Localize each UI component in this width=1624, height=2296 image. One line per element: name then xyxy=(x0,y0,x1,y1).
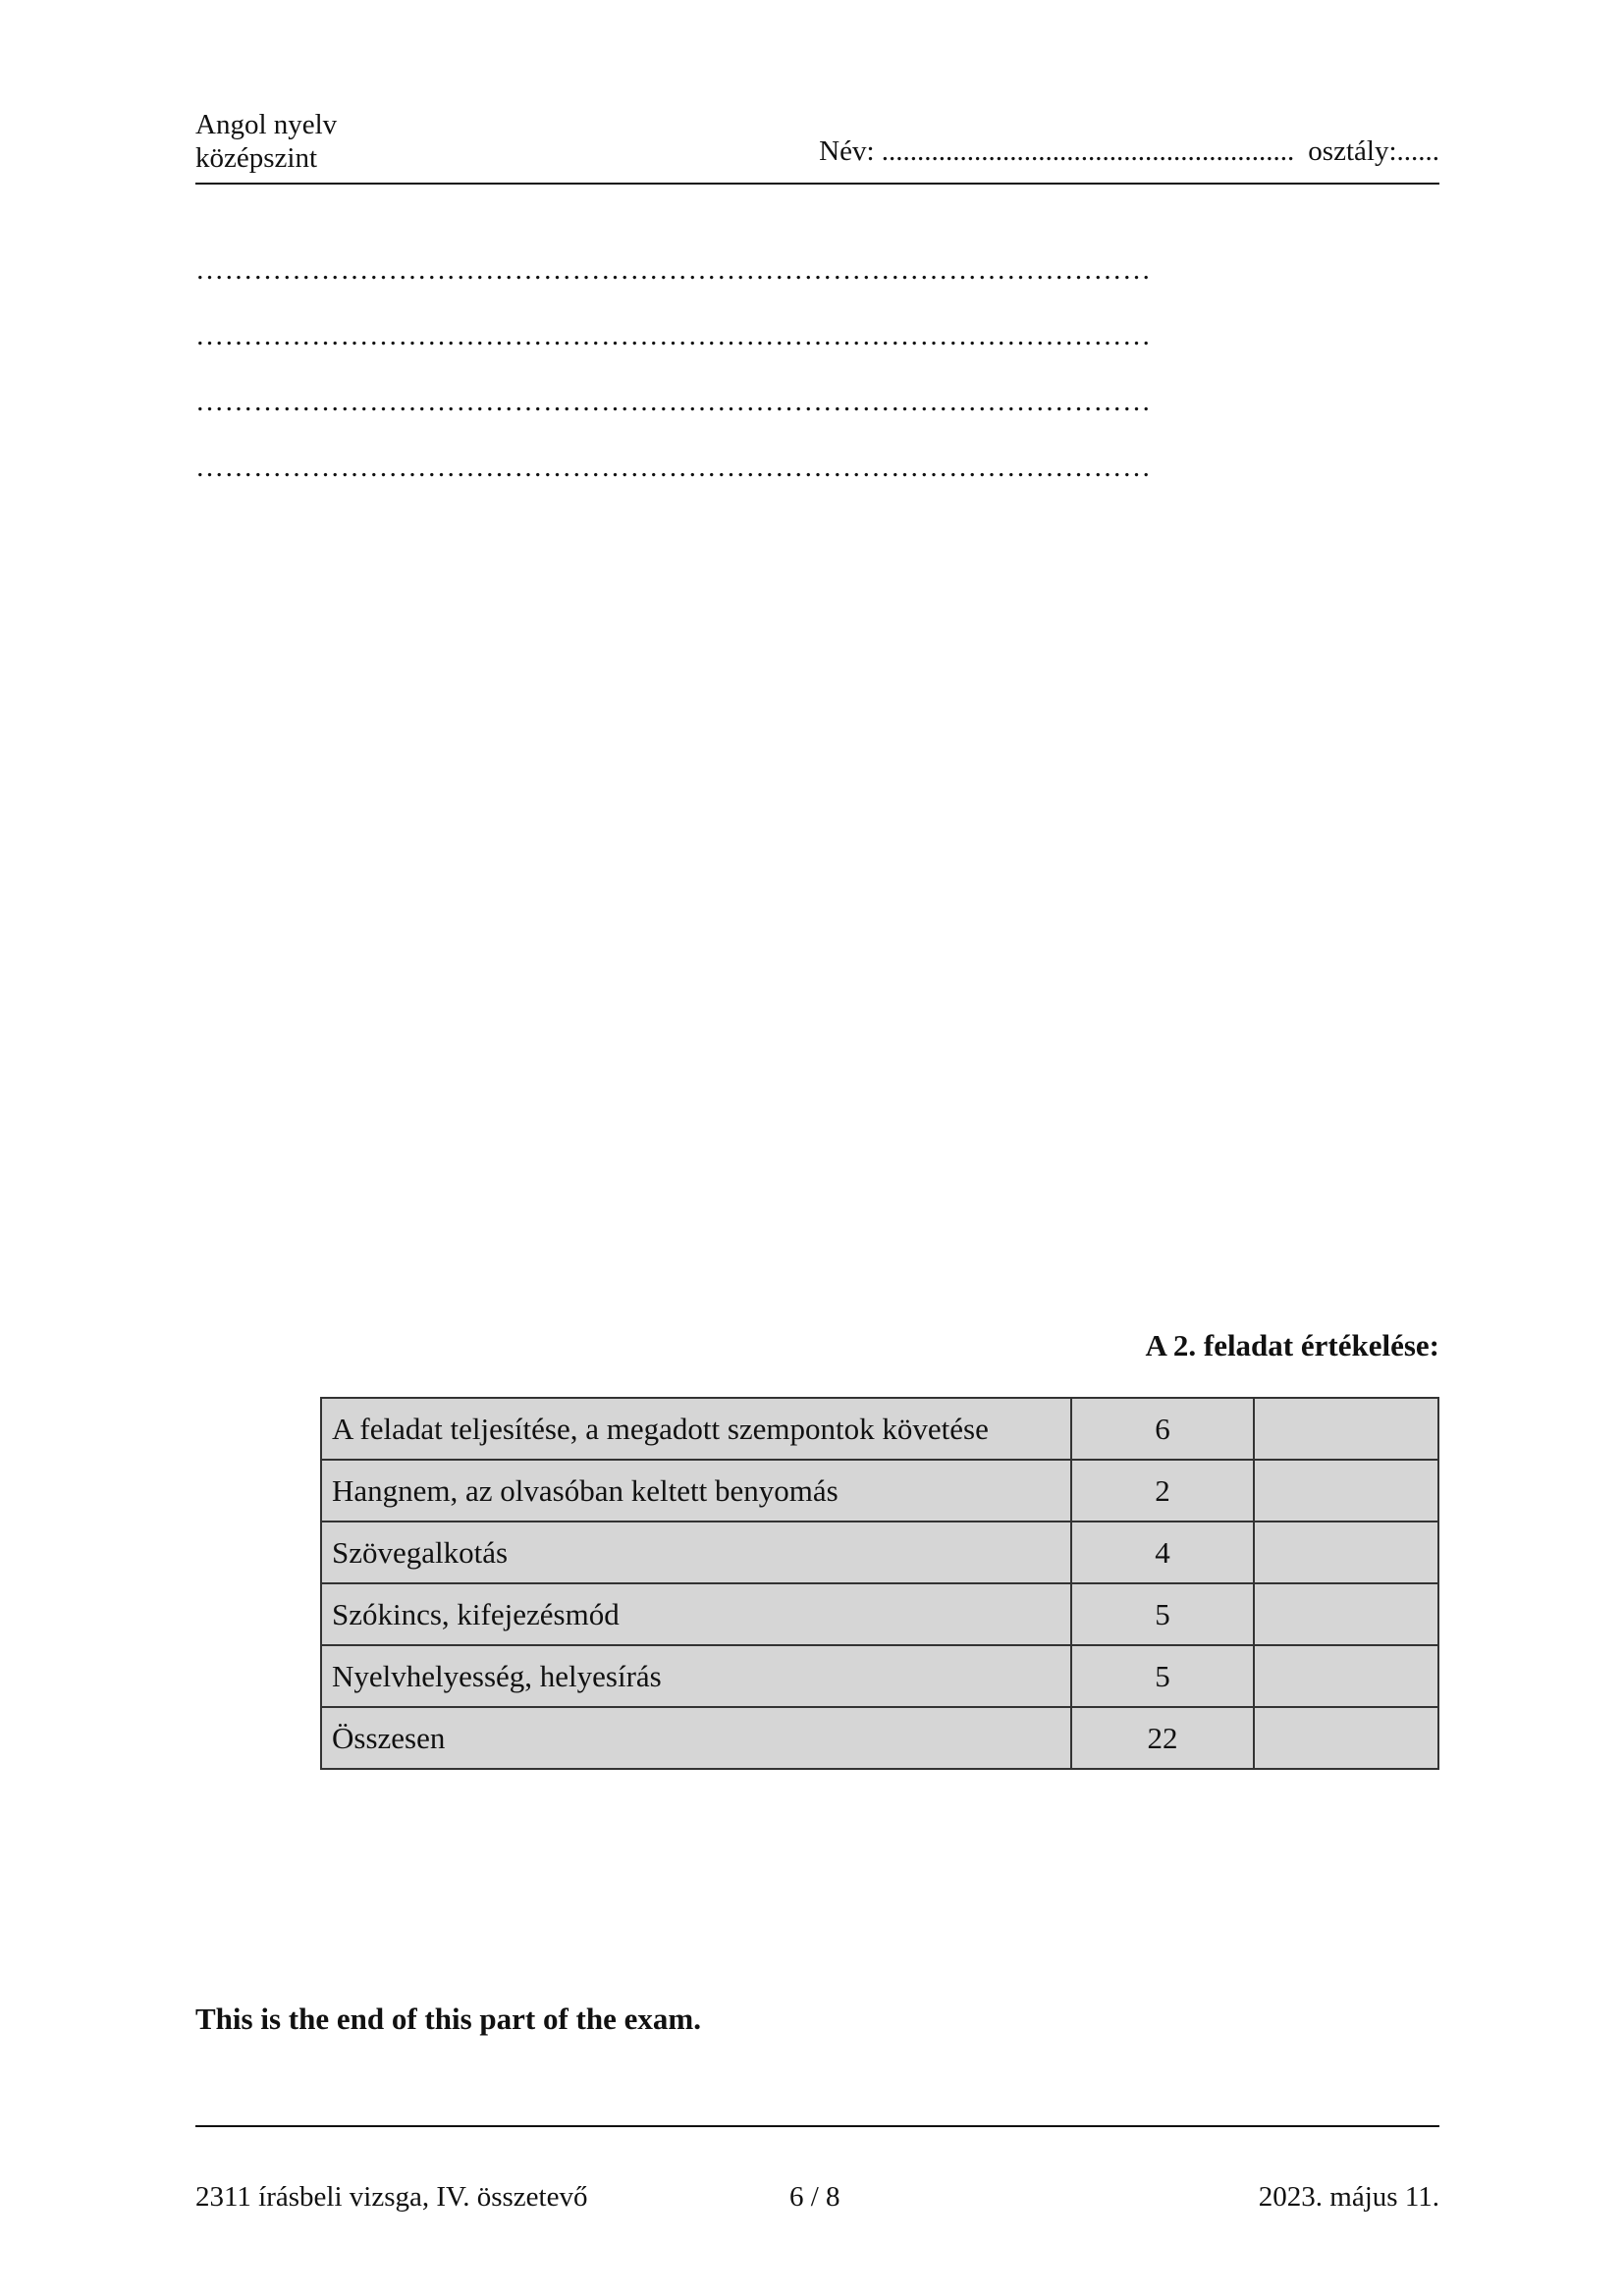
evaluation-title: A 2. feladat értékelése: xyxy=(1145,1328,1439,1362)
page-number: 6 / 8 xyxy=(789,2181,840,2213)
score-cell[interactable] xyxy=(1254,1398,1438,1460)
subject-name: Angol nyelv xyxy=(195,109,338,140)
max-points-cell: 5 xyxy=(1071,1583,1255,1645)
exam-date: 2023. május 11. xyxy=(1258,2181,1439,2213)
criterion-cell: Szókincs, kifejezésmód xyxy=(321,1583,1071,1645)
table-row xyxy=(321,1398,1438,1460)
page-header xyxy=(195,108,1439,185)
answer-area xyxy=(195,253,1285,516)
score-cell[interactable] xyxy=(1254,1522,1438,1583)
subject-info xyxy=(195,108,337,175)
answer-line[interactable]: ……………………………………………………………………………………… xyxy=(195,452,1152,483)
end-of-part-notice: This is the end of this part of the exam. xyxy=(195,2002,701,2036)
subject-level: középszint xyxy=(195,142,318,174)
class-field[interactable]: osztály:...... xyxy=(1308,135,1439,167)
table-row xyxy=(321,1522,1438,1583)
criterion-cell: Szövegalkotás xyxy=(321,1522,1071,1583)
score-cell[interactable] xyxy=(1254,1707,1438,1769)
max-points-cell: 4 xyxy=(1071,1522,1255,1583)
score-cell[interactable] xyxy=(1254,1645,1438,1707)
criterion-cell: A feladat teljesítése, a megadott szempontok követése xyxy=(321,1398,1071,1460)
exam-code: 2311 írásbeli vizsga, IV. összetevő xyxy=(195,2181,588,2213)
score-cell[interactable] xyxy=(1254,1583,1438,1645)
evaluation-table xyxy=(320,1397,1439,1770)
student-fields xyxy=(819,134,1439,168)
criterion-cell: Összesen xyxy=(321,1707,1071,1769)
table-row-total xyxy=(321,1707,1438,1769)
answer-line[interactable]: ……………………………………………………………………………………… xyxy=(195,386,1152,417)
max-points-cell: 22 xyxy=(1071,1707,1255,1769)
table-row xyxy=(321,1583,1438,1645)
answer-line[interactable]: ……………………………………………………………………………………… xyxy=(195,320,1152,351)
table-row xyxy=(321,1460,1438,1522)
criterion-cell: Nyelvhelyesség, helyesírás xyxy=(321,1645,1071,1707)
footer-divider xyxy=(195,2125,1439,2127)
page-footer xyxy=(195,2179,1439,2215)
answer-line[interactable]: ……………………………………………………………………………………… xyxy=(195,254,1152,286)
name-field[interactable]: Név: .......................................................... xyxy=(819,135,1295,167)
max-points-cell: 6 xyxy=(1071,1398,1255,1460)
score-cell[interactable] xyxy=(1254,1460,1438,1522)
criterion-cell: Hangnem, az olvasóban keltett benyomás xyxy=(321,1460,1071,1522)
max-points-cell: 2 xyxy=(1071,1460,1255,1522)
max-points-cell: 5 xyxy=(1071,1645,1255,1707)
table-row xyxy=(321,1645,1438,1707)
